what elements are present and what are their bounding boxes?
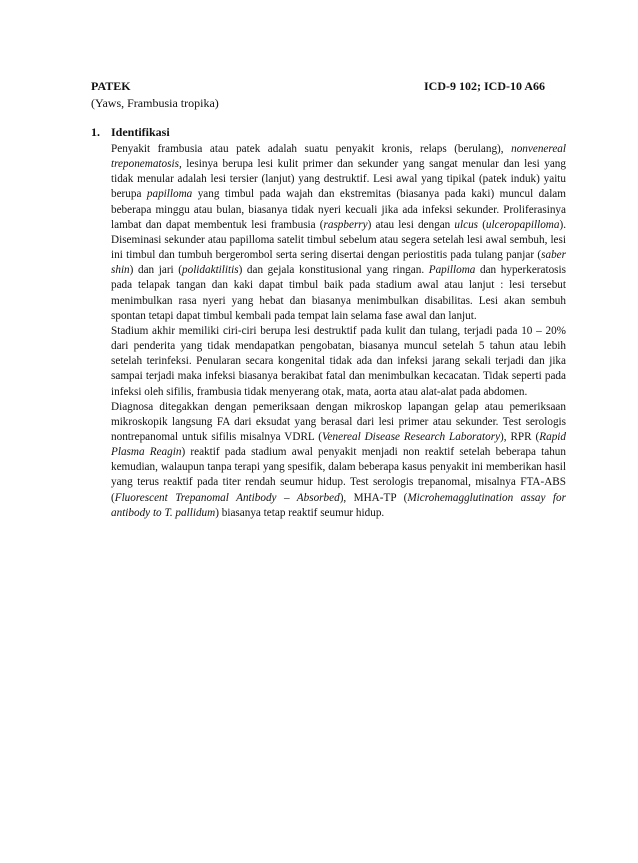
text-run: Penyakit frambusia atau patek adalah suatu penyakit kronis, relaps (berulang), <box>111 143 512 155</box>
paragraph-late-stage: Stadium akhir memiliki ciri-ciri berupa lesi destruktif pada kulit dan tulang, terjadi pada 10 – 20% dari penderita yang tidak mendapatkan pengobatan, biasanya muncul setelah 5 tahun atau lebih setelah terinfeksi. Penularan secara kongenital tidak ada dan infeksi jarang sekali terjadi dan jika sampai terjadi maka infeksi biasanya berakibat fatal dan menimbulkan kecacatan. Tidak seperti pada infeksi oleh sifilis, frambusia tidak menyerang otak, mata, aorta atau alat-alat pada abdomen. <box>111 324 566 398</box>
text-run: ), RPR ( <box>500 430 540 443</box>
italic-term: Rapid Plasma Reagin <box>111 430 566 459</box>
text-run: ). Diseminasi sekunder atau papilloma satelit timbul sebelum atau segera setelah lesi awal sembuh, lesi ini timbul dan tumbuh bergerombol serta sering disertai dengan periostitis pada tulang panjar ( <box>111 218 566 262</box>
section-heading <box>91 125 170 140</box>
text-run: ( <box>478 218 486 231</box>
text-run: dan hyperkeratosis pada telapak tangan dan kaki dapat timbul baik pada stadium awal atau lanjut : lesi tersebut menimbulkan rasa nyeri yang hebat dan biasanya menimbulkan disabilitas. Lesi akan sembuh spontan tetapi dapat timbul kembali pada tempat lain selama fase awal dan lanjut. <box>111 264 566 322</box>
text-run: ) biasanya tetap reaktif seumur hidup. <box>215 506 385 519</box>
section-number: 1. <box>91 125 100 139</box>
document-subtitle: (Yaws, Frambusia tropika) <box>91 96 219 110</box>
header-row <box>91 79 545 95</box>
text-run: ) reaktif pada stadium awal penyakit menjadi non reaktif setelah beberapa tahun kemudian, walaupun tanpa terapi yang spesifik, dalam beberapa kasus penyakit ini memberikan hasil yang terus reaktif pada titer rendah seumur hidup. Test serologis trepanomal, misalnya FTA-ABS ( <box>111 446 566 504</box>
italic-term: raspberry <box>323 218 368 231</box>
italic-term: papilloma <box>146 188 193 201</box>
text-run: ) atau lesi dengan <box>367 218 455 231</box>
text-run: yang timbul pada wajah dan ekstremitas (biasanya pada kaki) muncul dalam beberapa minggu atau bulan, biasanya tidak nyeri kecuali jika ada infeksi sekunder. Proliferasinya lambat dan dapat membentuk lesi frambusia ( <box>111 188 566 231</box>
section-body <box>111 142 566 521</box>
paragraph-diagnosis <box>111 400 566 521</box>
italic-term: Venereal Disease Research Laboratory <box>321 430 501 443</box>
document-title: PATEK <box>91 79 131 93</box>
italic-term: ulceropapilloma <box>485 218 560 231</box>
section-title: Identifikasi <box>111 125 170 139</box>
italic-term: Papilloma <box>428 264 476 277</box>
paragraph-description <box>111 142 566 324</box>
icd-codes: ICD-9 102; ICD-10 A66 <box>424 79 545 93</box>
text-run: ), MHA-TP ( <box>339 491 408 504</box>
italic-term: Microhemagglutination assay for antibody to T. pallidum <box>111 491 566 519</box>
text-run: ) dan jari ( <box>129 264 183 277</box>
text-run: ) dan gejala konstitusional yang ringan. <box>238 264 429 277</box>
italic-term: nonvenereal treponematosis, <box>111 143 566 171</box>
italic-term: saber shin <box>111 249 566 277</box>
text-run: lesinya berupa lesi kulit primer dan sekunder yang sangat menular dan lesi yang tidak menular adalah lesi tersier (lanjut) yang destruktif. Lesi awal yang tipikal (patek induk) yaitu berupa <box>111 158 566 201</box>
text-run: Diagnosa ditegakkan dengan pemeriksaan dengan mikroskop lapangan gelap atau pemeriksaan mikroskopik langsung FA dari eksudat yang berasal dari lesi primer atau sekunder. Test serologis nontrepanomal untuk sifilis misalnya VDRL ( <box>111 400 566 443</box>
italic-term: polidaktilitis <box>182 264 239 277</box>
italic-term: ulcus <box>454 218 479 231</box>
italic-term: Fluorescent Trepanomal Antibody – Absorbed <box>114 491 340 504</box>
